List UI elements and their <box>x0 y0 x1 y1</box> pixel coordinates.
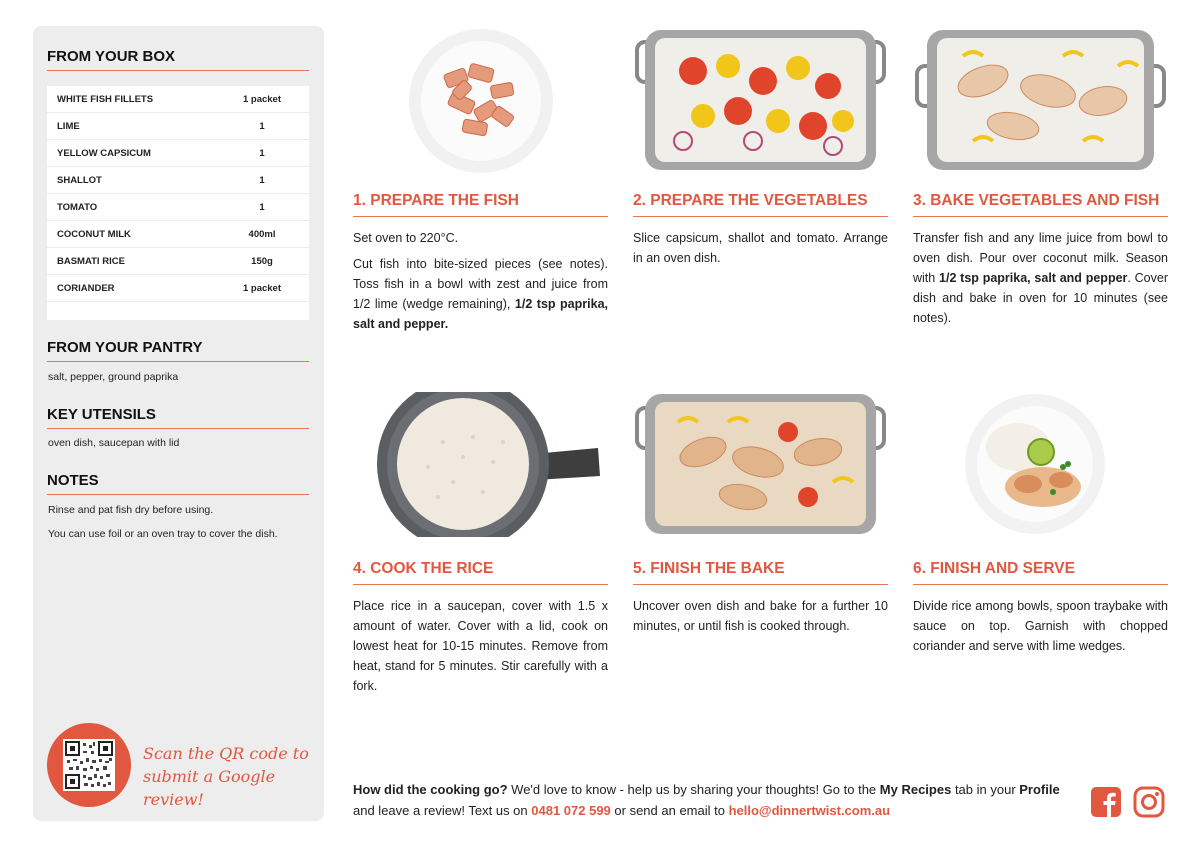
ingredient-name: COCONUT MILK <box>57 228 131 240</box>
ingredient-row <box>47 248 309 275</box>
step-5-photo <box>633 392 888 537</box>
step-text-bold: 1/2 tsp paprika, salt and pepper <box>939 271 1128 285</box>
step-text: Transfer fish and any lime juice from bowl to oven dish. Pour over coconut milk. Season with <box>913 231 1168 285</box>
step-text: . Cover dish and bake in oven for 10 minutes (see notes). <box>913 271 1168 325</box>
step-text: Cut fish into bite-sized pieces (see notes). Toss fish in a bowl with zest and juice from 1/2 lime (wedge remaining), <box>353 257 608 311</box>
ingredient-row <box>47 275 309 302</box>
key-utensils-heading: KEY UTENSILS <box>47 406 309 429</box>
step-body <box>913 228 1168 334</box>
ingredient-row <box>47 86 309 113</box>
step-paragraph <box>913 228 1168 328</box>
note-line: Rinse and pat fish dry before using. <box>48 504 214 516</box>
step-paragraph <box>353 254 608 334</box>
from-your-pantry-heading: FROM YOUR PANTRY <box>47 339 309 362</box>
step-1-photo <box>353 26 608 176</box>
ingredient-qty: 1 <box>259 120 265 132</box>
note-line: You can use foil or an oven tray to cover the dish. <box>48 528 278 540</box>
step-title: 2. PREPARE THE VEGETABLES <box>633 192 888 217</box>
ingredient-row <box>47 221 309 248</box>
ingredient-qty: 400ml <box>248 228 276 240</box>
profile-link[interactable]: Profile <box>1019 782 1060 797</box>
ingredient-row <box>47 140 309 167</box>
ingredient-name: SHALLOT <box>57 174 102 186</box>
step-title: 6. FINISH AND SERVE <box>913 560 1168 585</box>
qr-code-icon <box>63 739 115 791</box>
step-title: 5. FINISH THE BAKE <box>633 560 888 585</box>
ingredient-qty: 1 packet <box>242 282 282 294</box>
phone-link[interactable]: 0481 072 599 <box>531 803 611 818</box>
step-4-photo <box>353 392 608 537</box>
my-recipes-link[interactable]: My Recipes <box>879 782 952 797</box>
step-body <box>633 596 888 642</box>
ingredient-row <box>47 194 309 221</box>
ingredients-table <box>47 86 309 320</box>
notes-text <box>48 502 310 550</box>
step-paragraph: Slice capsicum, shallot and tomato. Arrange in an oven dish. <box>633 231 888 265</box>
footer-text: or send an email to <box>610 803 729 818</box>
email-link[interactable]: hello@dinnertwist.com.au <box>728 803 891 818</box>
facebook-icon[interactable] <box>1090 786 1122 818</box>
ingredient-name: WHITE FISH FILLETS <box>57 93 154 105</box>
qr-text-line: Scan the QR code to <box>143 744 309 763</box>
step-6-photo <box>913 392 1168 537</box>
footer-question: How did the cooking go? <box>353 782 508 797</box>
step-paragraph: Place rice in a saucepan, cover with 1.5 x amount of water. Cover with a lid, cook on lowest heat for 10-15 minutes. Remove from heat, stand for 5 minutes. Stir carefully with a fork. <box>353 599 608 693</box>
ingredient-name: YELLOW CAPSICUM <box>57 147 151 159</box>
step-3-photo <box>913 26 1168 176</box>
notes-heading: NOTES <box>47 472 309 495</box>
from-your-box-heading: FROM YOUR BOX <box>47 48 309 71</box>
ingredient-qty: 1 <box>259 174 265 186</box>
step-title: 4. COOK THE RICE <box>353 560 608 585</box>
instagram-icon[interactable] <box>1133 786 1165 818</box>
ingredient-name: LIME <box>57 120 80 132</box>
footer-text: tab in your <box>951 782 1020 797</box>
step-paragraph: Uncover oven dish and bake for a further 10 minutes, or until fish is cooked through. <box>633 599 888 633</box>
footer-text: and leave a review! Text us on <box>353 803 532 818</box>
ingredient-row <box>47 113 309 140</box>
ingredient-qty: 1 packet <box>242 93 282 105</box>
step-2-photo <box>633 26 888 176</box>
ingredient-name: CORIANDER <box>57 282 115 294</box>
ingredient-qty: 1 <box>259 201 265 213</box>
step-text-bold: 1/2 tsp paprika, salt and pepper. <box>353 297 608 331</box>
footer-text: We'd love to know - help us by sharing your thoughts! Go to the <box>507 782 880 797</box>
step-body <box>913 596 1168 662</box>
ingredient-name: BASMATI RICE <box>57 255 125 267</box>
ingredients-sidebar <box>33 26 324 821</box>
qr-code-badge[interactable] <box>47 723 131 807</box>
qr-review-text <box>143 742 313 811</box>
step-body <box>353 228 608 340</box>
qr-text-line: submit a Google review! <box>143 767 276 809</box>
step-paragraph: Divide rice among bowls, spoon traybake with sauce on top. Garnish with chopped coriander and serve with lime wedges. <box>913 599 1168 653</box>
step-title: 1. PREPARE THE FISH <box>353 192 608 217</box>
step-paragraph: Set oven to 220°C. <box>353 231 459 245</box>
ingredient-row <box>47 167 309 194</box>
step-body <box>353 596 608 702</box>
pantry-text: salt, pepper, ground paprika <box>48 371 179 383</box>
ingredient-qty: 1 <box>259 147 265 159</box>
utensils-text: oven dish, saucepan with lid <box>48 437 180 449</box>
review-footer <box>353 779 1073 821</box>
step-body <box>633 228 888 274</box>
step-title: 3. BAKE VEGETABLES AND FISH <box>913 192 1168 217</box>
ingredient-qty: 150g <box>251 255 273 267</box>
ingredient-name: TOMATO <box>57 201 98 213</box>
